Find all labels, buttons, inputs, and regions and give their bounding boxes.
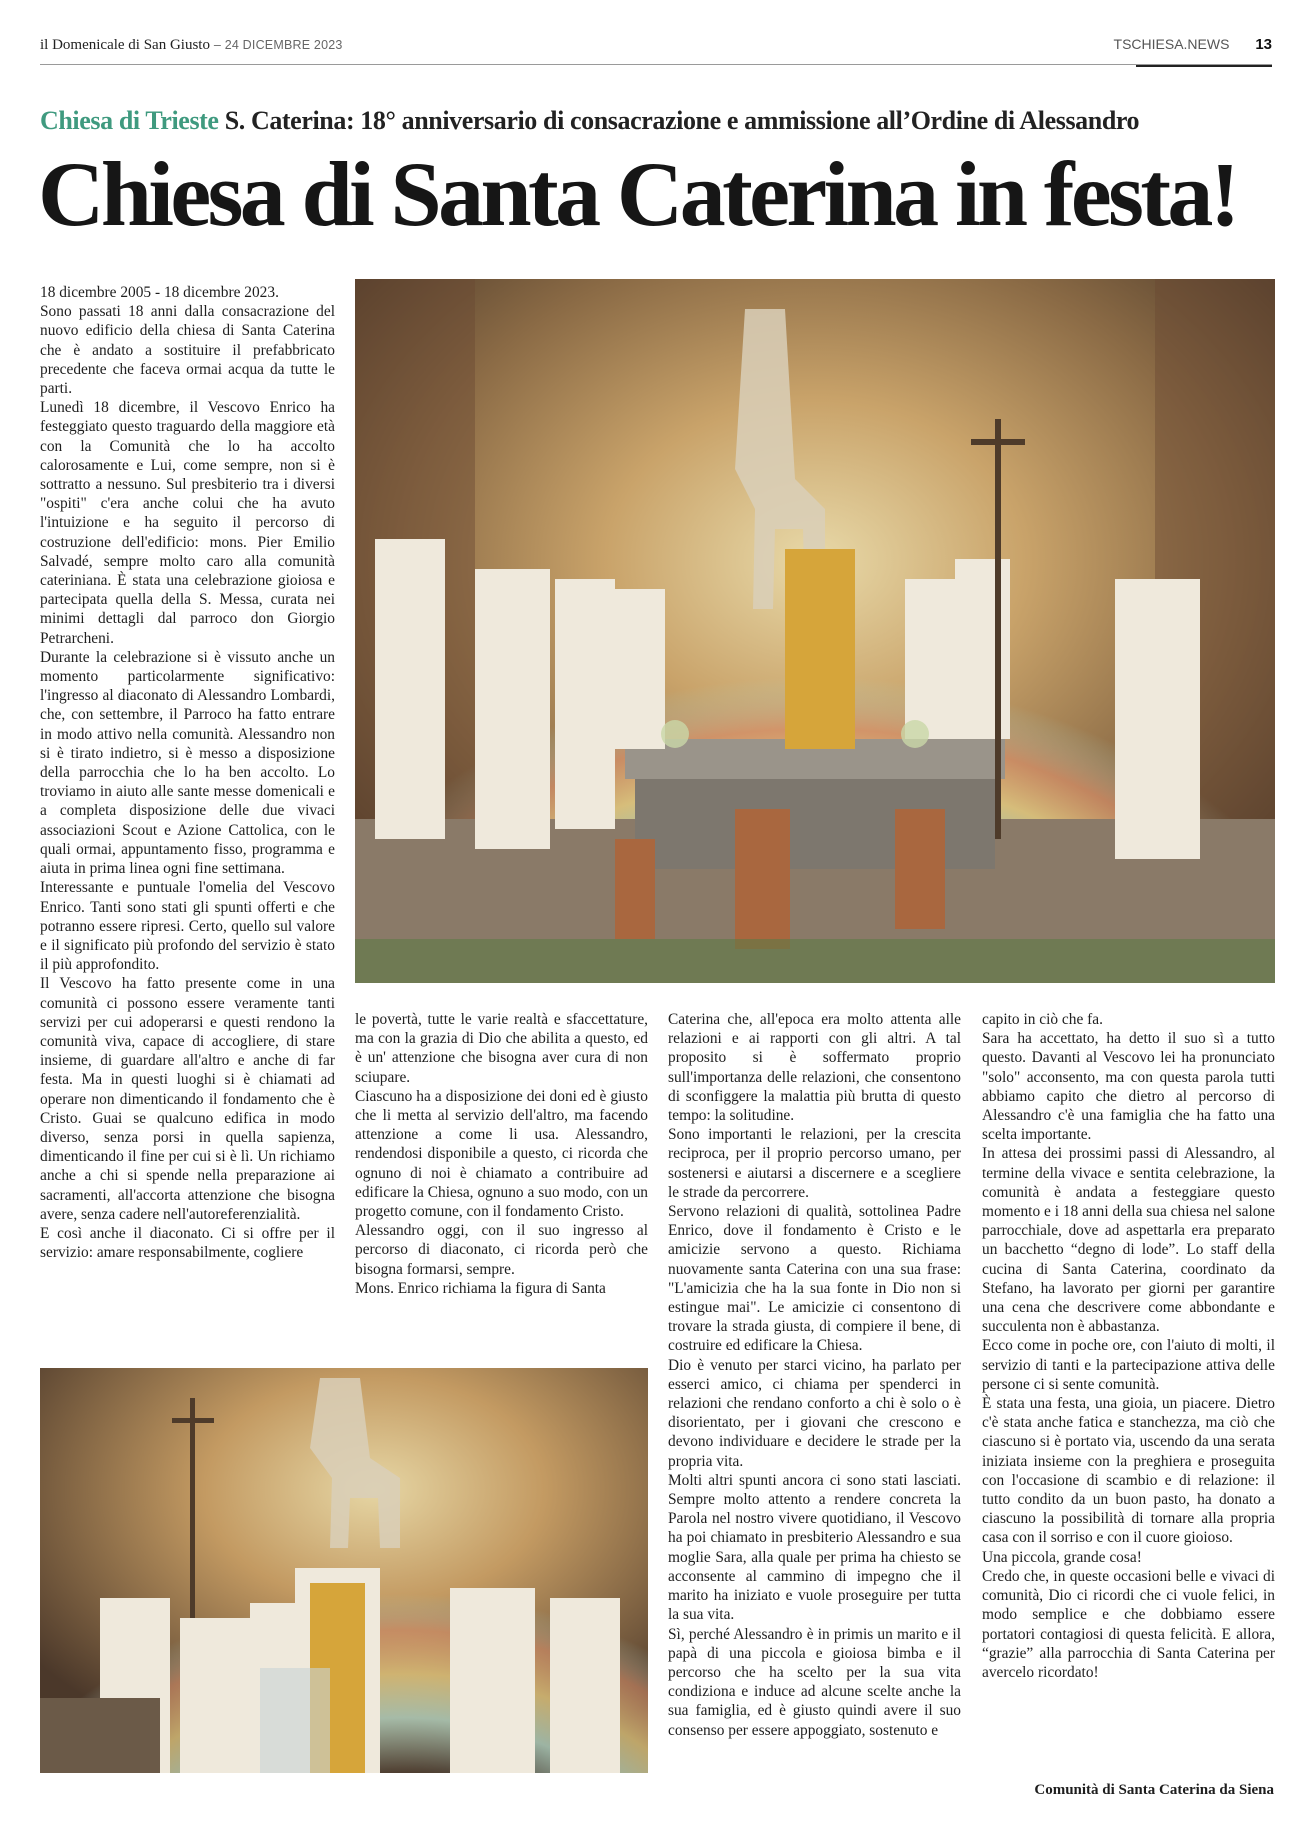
article-column-3	[668, 1010, 961, 1800]
site-name[interactable]: TSCHIESA.NEWS	[1113, 36, 1230, 52]
article-signature: Comunità di Santa Caterina da Siena	[1034, 1782, 1274, 1798]
paragraph: capito in ciò che fa.	[982, 1011, 1103, 1028]
paragraph: Ecco come in poche ore, con l'aiuto di molti, il servizio di tanti e la partecipazione attiva delle persone ci si sente comunità.	[982, 1337, 1275, 1393]
paragraph: Interessante e puntuale l'omelia del Vescovo Enrico. Tanti sono stati gli spunti offerti e che potranno essere ripresi. Certo, quello sul valore e il significato più profondo del servizio è stato il più approfondito.	[40, 879, 335, 974]
paragraph: Durante la celebrazione si è vissuto anche un momento particolarmente significativo: l'ingresso al diaconato di Alessandro Lombardi, che, con settembre, il Parroco ha fatto entrare in modo attivo nella comunità. Alessandro non si è tirato indietro, si è messo a disposizione della parrocchia che lo ha ben accolto. Lo troviamo in aiuto alle sante messe domenicali e a completa disposizione delle due vivaci associazioni Scout e Azione Cattolica, con le quali ormai, appuntamento fisso, programma e aiuta in prima linea ogni fine settimana.	[40, 648, 335, 878]
article-column-4	[982, 1010, 1275, 1760]
paragraph: Molti altri spunti ancora ci sono stati lasciati. Sempre molto attento a rendere concreta la Parola nel nostro vivere quotidiano, il Vescovo ha poi chiamato in presbiterio Alessandro e sua moglie Sara, alla quale per prima ha chiesto se acconsente al cammino di impegno che il marito ha iniziato e vuole proseguire per tutta la sua vita.	[668, 1471, 961, 1624]
page-header	[40, 30, 1272, 65]
header-site-info	[1114, 36, 1272, 53]
article-subtitle: S. Caterina: 18° anniversario di consacrazione e ammissione all’Ordine di Alessandro	[224, 106, 1140, 135]
paragraph: In attesa dei prossimi passi di Alessandro, al termine della vivace e sentita celebrazione, la comunità è andata a festeggiare questo momento e i 18 anni della sua chiesa nel salone parrocchiale, dove ad aspettarla era preparato un bacchetto “degno di lode”. Lo staff della cucina di Santa Caterina, coordinato da Stefano, ha lavorato per giorni per garantire una cena che descrivere come abbondante e succulenta non è abbastanza.	[982, 1145, 1275, 1336]
article-column-2	[355, 1010, 648, 1325]
paragraph: Alessandro oggi, con il suo ingresso al percorso di diaconato, ci ricorda però che bisogna formarsi, sempre.	[355, 1222, 648, 1278]
paragraph: Sono importanti le relazioni, per la crescita reciproca, per il proprio percorso umano, per sostenersi e aiutarsi a discernere e a scegliere le strade da percorrere.	[668, 1126, 961, 1201]
bishop-homily-photo	[40, 1368, 648, 1773]
header-publication-info	[40, 36, 343, 54]
altar-celebration-photo	[355, 279, 1275, 983]
paragraph: Sono passati 18 anni dalla consacrazione del nuovo edificio della chiesa di Santa Caterina che è andato a sostituire il prefabbricato precedente che faceva ormai acqua da tutte le parti.	[40, 303, 335, 398]
altar-celebration-illustration	[355, 279, 1275, 983]
page-number: 13	[1255, 36, 1272, 53]
header-accent-rule	[1136, 65, 1272, 67]
paragraph: Servono relazioni di qualità, sottolinea Padre Enrico, dove il fondamento è Cristo e le amicizie servono a questo. Richiama nuovamente santa Caterina con una sua frase: "L'amicizia che ha la sua fonte in Dio non si estingue mai". Le amicizie ci consentono di trovare la strada giusta, di compiere il bene, di costruire ed edificare la Chiesa.	[668, 1203, 961, 1355]
paragraph: E così anche il diaconato. Ci si offre per il servizio: amare responsabilmente, cogliere	[40, 1224, 335, 1262]
paragraph: Il Vescovo ha fatto presente come in una comunità ci possono essere veramente tanti servizi per cui adoperarsi e questi rendono la comunità viva, capace di accogliere, di stare insieme, di guardare all'altro e anche di far festa. Ma in questi luoghi si è chiamati ad operare non dimenticando il fondamento che è Cristo. Guai se qualcuno edifica in modo diverso, senza porsi in quella sapienza, dimenticando il fine per cui si è lì. Un richiamo anche a chi si spende nella preparazione ai sacramenti, all'accorta attenzione che bisogna avere, senza cadere nell'autoreferenzialità.	[40, 975, 335, 1223]
paragraph: Caterina che, all'epoca era molto attenta alle relazioni e ai rapporti con gli altri. A tal proposito si è soffermato proprio sull'importanza delle relazioni, che consentono di sconfiggere la malattia più brutta di questo tempo: la solitudine.	[668, 1011, 961, 1125]
article-kicker	[40, 106, 1280, 136]
paragraph: le povertà, tutte le varie realtà e sfaccettature, ma con la grazia di Dio che abilita a questo, ed è un' attenzione che bisogna aver cura di non sciupare.	[355, 1011, 648, 1086]
paragraph: Mons. Enrico richiama la figura di Santa	[355, 1279, 606, 1297]
paragraph: Credo che, in queste occasioni belle e vivaci di comunità, Dio ci ricordi che ci vuole felici, in modo semplice e che dobbiamo essere portatori contagiosi di questa felicità. E allora, “grazie” alla parrocchia di Santa Caterina per avercelo ricordato!	[982, 1567, 1275, 1681]
paragraph: 18 dicembre 2005 - 18 dicembre 2023.	[40, 284, 279, 301]
paragraph: Dio è venuto per starci vicino, ha parlato per esserci amico, ci chiama per spenderci in relazioni che rendano conforto a chi è solo o è disorientato, per i giovani che crescono e devono individuare e decidere le strade per la propria vita.	[668, 1356, 961, 1470]
bishop-homily-illustration	[40, 1368, 648, 1773]
paragraph: Ciascuno ha a disposizione dei doni ed è giusto che li metta al servizio dell'altro, ma facendo attenzione a come li usa. Alessandro, rendendosi disponibile a questo, ci ricorda che ognuno di noi è chiamato a contribuire ad edificare la Chiesa, ognuno a suo modo, con un progetto comune, con il fondamento Cristo.	[355, 1087, 648, 1221]
section-label: Chiesa di Trieste	[40, 106, 219, 135]
paragraph: Una piccola, grande cosa!	[982, 1548, 1142, 1566]
article-headline: Chiesa di Santa Caterina in festa!	[38, 143, 1237, 245]
paragraph: Sara ha accettato, ha detto il suo sì a tutto questo. Davanti al Vescovo lei ha pronunciato "solo" acconsento, ma con questa parola tutti abbiamo capito che dietro al percorso di Alessandro c'è una famiglia che ha fatto una scelta importante.	[982, 1030, 1275, 1144]
publication-date: – 24 DICEMBRE 2023	[213, 38, 343, 52]
publication-name: il Domenicale di San Giusto	[40, 37, 210, 53]
paragraph: È stata una festa, una gioia, un piacere. Dietro c'è stata anche fatica e stanchezza, ma ciò che ciascuno si è portato via, uscendo da una serata iniziata insieme con la preghiera e proseguita con l'occasione di scambio e di relazione: il tutto condito da un buon pasto, ha donato a ciascuno la possibilità di tornare alla propria casa con il sorriso e con il cuore gioioso.	[982, 1395, 1275, 1547]
paragraph: Lunedì 18 dicembre, il Vescovo Enrico ha festeggiato questo traguardo della maggiore età con la Comunità che lo ha accolto calorosamente e Lui, come sempre, non si è sottratto a nessuno. Sul presbiterio tra i diversi "ospiti" c'era anche colui che ha avuto l'intuizione e ha seguito il percorso di costruzione dell'edificio: mons. Pier Emilio Salvadé, sempre molto caro alla comunità cateriniana. È stata una celebrazione gioiosa e partecipata quella della S. Messa, curata nei minimi dettagli dal parroco don Giorgio Petrarcheni.	[40, 399, 335, 647]
paragraph: Sì, perché Alessandro è in primis un marito e il papà di una piccola e gioiosa bimba e il percorso che ha scelto per la sua vita condiziona e induce ad alcune scelte anche la sua famiglia, ed è giusto quindi avere il suo consenso per essere appoggiato, sostenuto e	[668, 1625, 961, 1739]
